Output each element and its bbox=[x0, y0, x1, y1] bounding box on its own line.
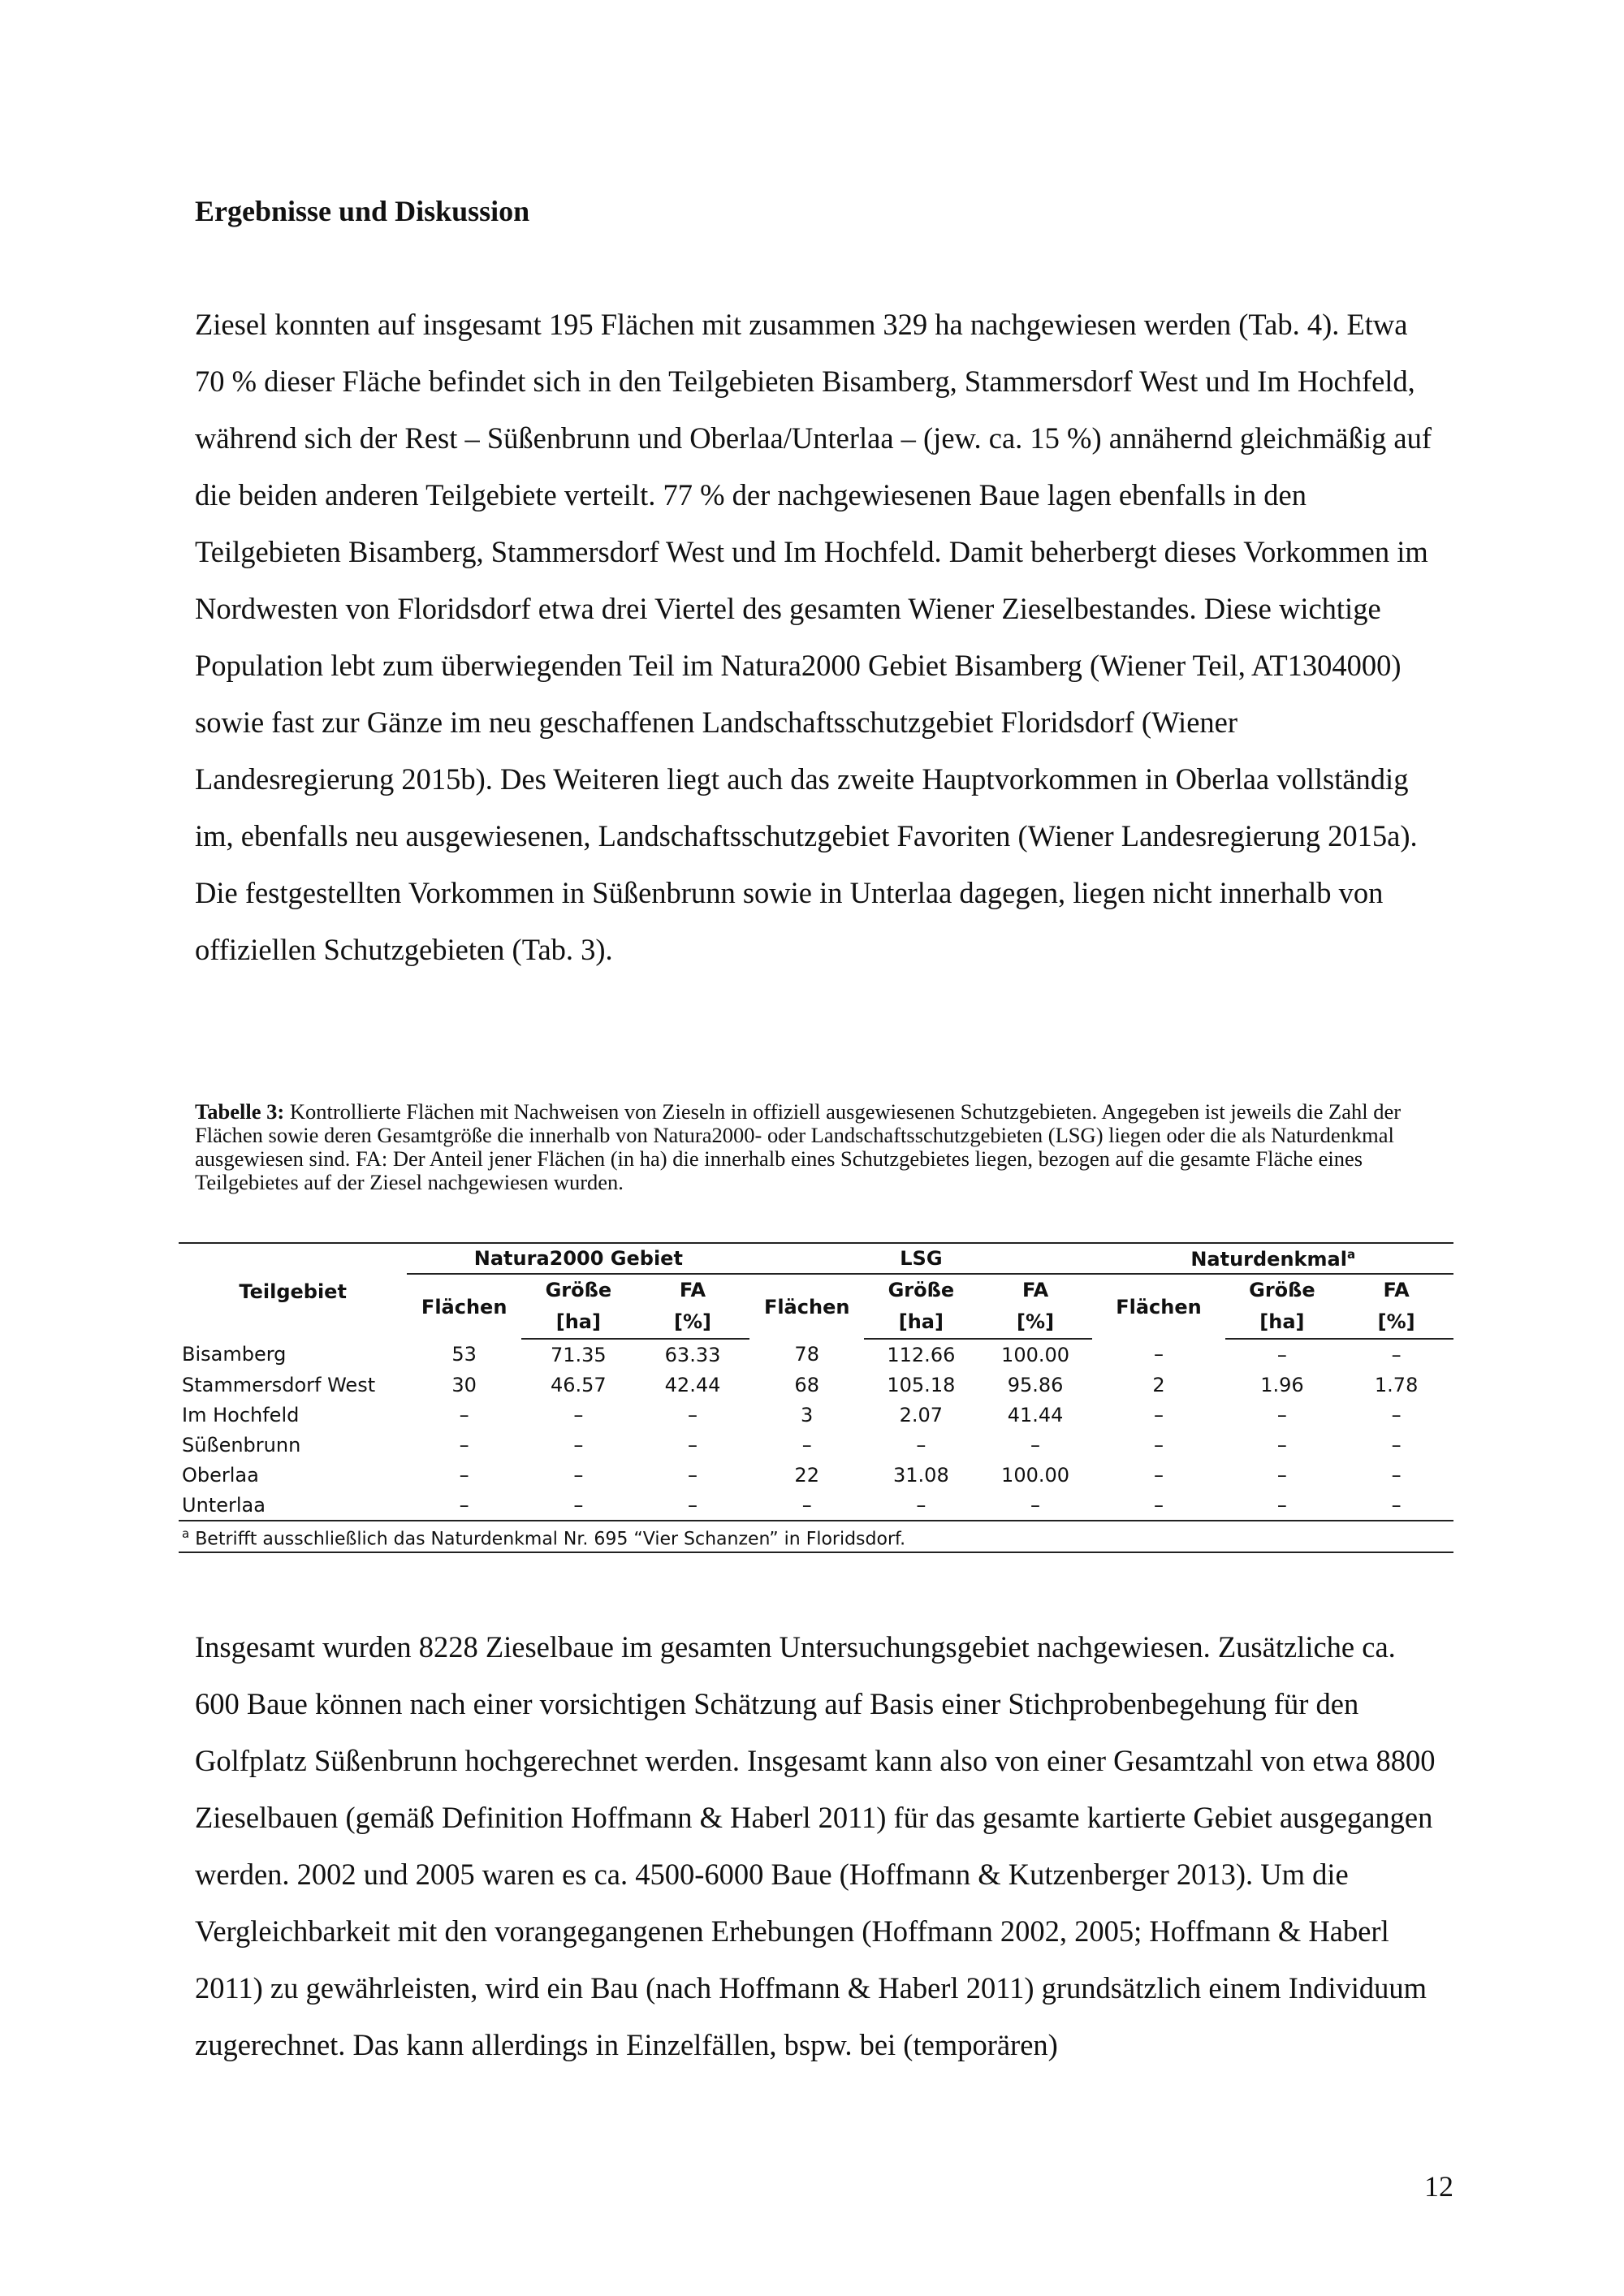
cell: – bbox=[978, 1490, 1093, 1521]
table-row bbox=[179, 1400, 1453, 1430]
cell: 1.96 bbox=[1260, 1373, 1304, 1396]
cell: – bbox=[688, 1463, 698, 1487]
body-paragraph-2: Insgesamt wurden 8228 Zieselbaue im gesamten Untersuchungsgebiet nachgewiesen. Zusätzliche ca. 600 Baue können nach einer vorsichtigen Schätzung auf Basis einer Stichprobenbegehung für den Golfplatz Süßenbrunn hochgerechnet werden. Insgesamt kann also von einer Gesamtzahl von etwa 8800 Zieselbauen (gemäß Definition Hoffmann & Haberl 2011) für das gesamte kartierte Gebiet ausgegangen werden. 2002 und 2005 waren es ca. 4500-6000 Baue (Hoffmann & Kutzenberger 2013). Um die Vergleichbarkeit mit den vorangegangenen Erhebungen (Hoffmann 2002, 2005; Hoffmann & Haberl 2011) zu gewährleisten, wird ein Bau (nach Hoffmann & Haberl 2011) grundsätzlich einem Individuum zugerechnet. Das kann allerdings in Einzelfällen, bspw. bei (temporären) bbox=[195, 1630, 1436, 2061]
row-label: Im Hochfeld bbox=[182, 1403, 300, 1426]
footnote-sup: a bbox=[182, 1526, 190, 1541]
cell: 31.08 bbox=[893, 1463, 949, 1487]
cell: – bbox=[1030, 1433, 1041, 1457]
cell: – bbox=[573, 1463, 584, 1487]
table-row bbox=[179, 1490, 1453, 1521]
cell: 63.33 bbox=[664, 1343, 721, 1366]
cell: 42.44 bbox=[664, 1373, 721, 1396]
table-row bbox=[179, 1460, 1453, 1490]
header-natura-ha: [ha] bbox=[521, 1306, 636, 1339]
cell: – bbox=[1225, 1490, 1340, 1521]
header-natura-fa: FA bbox=[679, 1279, 706, 1301]
cell: – bbox=[573, 1433, 584, 1457]
cell: 53 bbox=[451, 1343, 477, 1366]
cell: 78 bbox=[794, 1343, 819, 1366]
cell: 2 bbox=[1152, 1373, 1165, 1396]
cell: – bbox=[1276, 1403, 1287, 1426]
header-nd-flaechen: Flächen bbox=[1116, 1295, 1202, 1318]
header-natura-flaechen: Flächen bbox=[421, 1295, 508, 1318]
row-label: Stammersdorf West bbox=[182, 1373, 376, 1396]
cell: 22 bbox=[794, 1463, 819, 1487]
cell: – bbox=[1153, 1403, 1164, 1426]
cell: – bbox=[573, 1403, 584, 1426]
cell: 30 bbox=[451, 1373, 477, 1396]
cell: – bbox=[801, 1433, 812, 1457]
page-number: 12 bbox=[1424, 2170, 1453, 2203]
header-lsg-groesse: Größe bbox=[888, 1279, 955, 1301]
protected-areas-table bbox=[179, 1242, 1453, 1553]
header-lsg-ha: [ha] bbox=[864, 1306, 978, 1339]
cell: – bbox=[864, 1490, 978, 1521]
cell: – bbox=[688, 1433, 698, 1457]
cell: – bbox=[1276, 1343, 1287, 1366]
cell: – bbox=[459, 1433, 469, 1457]
header-lsg-flaechen: Flächen bbox=[763, 1295, 850, 1318]
header-group-natura: Natura2000 Gebiet bbox=[407, 1243, 749, 1274]
row-label: Süßenbrunn bbox=[182, 1433, 301, 1457]
cell: – bbox=[688, 1403, 698, 1426]
cell: 112.66 bbox=[887, 1343, 956, 1366]
cell: – bbox=[1153, 1343, 1164, 1366]
protected-areas-table-container bbox=[179, 1242, 1453, 1553]
cell: 1.78 bbox=[1374, 1373, 1419, 1396]
cell: – bbox=[459, 1463, 469, 1487]
header-nd-groesse: Größe bbox=[1249, 1279, 1315, 1301]
table-row bbox=[179, 1339, 1453, 1370]
cell: 95.86 bbox=[1007, 1373, 1064, 1396]
body-paragraph-1: Ziesel konnten auf insgesamt 195 Flächen mit zusammen 329 ha nachgewiesen werden (Tab. 4). Etwa 70 % dieser Fläche befindet sich in den Teilgebieten Bisamberg, Stammersdorf West und Im Hochfeld, während sich der Rest – Süßenbrunn und Oberlaa/Unterlaa – (jew. ca. 15 %) annähernd gleichmäßig auf die beiden anderen Teilgebiete verteilt. 77 % der nachgewiesenen Baue lagen ebenfalls in den Teilgebieten Bisamberg, Stammersdorf West und Im Hochfeld. Damit beherbergt dieses Vorkommen im Nordwesten von Floridsdorf etwa drei Viertel des gesamten Wiener Zieselbestandes. Diese wichtige Population lebt zum überwiegenden Teil im Natura2000 Gebiet Bisamberg (Wiener Teil, AT1304000) sowie fast zur Gänze im neu geschaffenen Landschaftsschutzgebiet Floridsdorf (Wiener Landesregierung 2015b). Des Weiteren liegt auch das zweite Hauptvorkommen in Oberlaa vollständig im, ebenfalls neu ausgewiesenen, Landschaftsschutzgebiet Favoriten (Wiener Landesregierung 2015a). Die festgestellten Vorkommen in Süßenbrunn sowie in Unterlaa dagegen, liegen nicht innerhalb von offiziellen Schutzgebieten (Tab. 3). bbox=[195, 308, 1432, 966]
table-caption-text: Kontrollierte Flächen mit Nachweisen von Zieseln in offiziell ausgewiesenen Schutzgebieten. Angegeben ist jeweils die Zahl der Flächen sowie deren Gesamtgröße die innerhalb von Natura2000- oder Landschaftsschutzgebieten (LSG) liegen oder die als Naturdenkmal ausgewiesen sind. FA: Der Anteil jener Flächen (in ha) die innerhalb eines Schutzgebietes liegen, bezogen auf die gesamte Fläche eines Teilgebietes auf der Ziesel nachgewiesen wurden. bbox=[195, 1099, 1402, 1194]
header-naturdenkmal-label: Naturdenkmal bbox=[1190, 1247, 1347, 1271]
header-nd-fa: FA bbox=[1383, 1279, 1410, 1301]
table-caption-label: Tabelle 3: bbox=[195, 1099, 285, 1124]
header-naturdenkmal-sup: a bbox=[1346, 1246, 1356, 1262]
cell: – bbox=[916, 1433, 926, 1457]
header-nd-pct: [%] bbox=[1339, 1306, 1453, 1339]
table-footnote-row bbox=[179, 1521, 1453, 1552]
cell: 2.07 bbox=[899, 1403, 944, 1426]
cell: – bbox=[1153, 1433, 1164, 1457]
section-heading: Ergebnisse und Diskussion bbox=[195, 195, 530, 227]
cell: 41.44 bbox=[1007, 1403, 1064, 1426]
cell: 71.35 bbox=[550, 1343, 607, 1366]
cell: – bbox=[1276, 1433, 1287, 1457]
cell: 46.57 bbox=[550, 1373, 607, 1396]
cell: 105.18 bbox=[887, 1373, 956, 1396]
cell: – bbox=[521, 1490, 636, 1521]
cell: – bbox=[1391, 1463, 1402, 1487]
row-label: Bisamberg bbox=[182, 1343, 287, 1366]
cell: – bbox=[1391, 1403, 1402, 1426]
header-natura-groesse: Größe bbox=[545, 1279, 612, 1301]
cell: – bbox=[1153, 1463, 1164, 1487]
cell: – bbox=[1092, 1490, 1224, 1521]
header-lsg-fa: FA bbox=[1021, 1279, 1049, 1301]
cell: – bbox=[1276, 1463, 1287, 1487]
row-label: Oberlaa bbox=[182, 1463, 259, 1487]
cell: – bbox=[1391, 1343, 1402, 1366]
cell: – bbox=[407, 1490, 521, 1521]
cell: – bbox=[749, 1490, 864, 1521]
cell: 100.00 bbox=[1001, 1343, 1070, 1366]
table-footnote bbox=[179, 1521, 1453, 1552]
header-group-naturdenkmal bbox=[1092, 1243, 1453, 1274]
cell: 68 bbox=[794, 1373, 819, 1396]
table-caption bbox=[195, 1100, 1445, 1194]
cell: 3 bbox=[801, 1403, 814, 1426]
header-nd-ha: [ha] bbox=[1225, 1306, 1340, 1339]
cell: – bbox=[459, 1403, 469, 1426]
cell: – bbox=[636, 1490, 750, 1521]
table-header-row-groups bbox=[179, 1243, 1453, 1274]
footnote-text: Betrifft ausschließlich das Naturdenkmal Nr. 695 “Vier Schanzen” in Floridsdorf. bbox=[189, 1529, 906, 1550]
table-row bbox=[179, 1370, 1453, 1400]
cell: – bbox=[1339, 1490, 1453, 1521]
cell: 100.00 bbox=[1001, 1463, 1070, 1487]
row-label: Unterlaa bbox=[179, 1490, 407, 1521]
table-row bbox=[179, 1430, 1453, 1460]
header-lsg-pct: [%] bbox=[978, 1306, 1093, 1339]
header-natura-pct: [%] bbox=[636, 1306, 750, 1339]
header-teilgebiet: Teilgebiet bbox=[179, 1243, 407, 1339]
cell: – bbox=[1391, 1433, 1402, 1457]
header-group-lsg: LSG bbox=[749, 1243, 1092, 1274]
